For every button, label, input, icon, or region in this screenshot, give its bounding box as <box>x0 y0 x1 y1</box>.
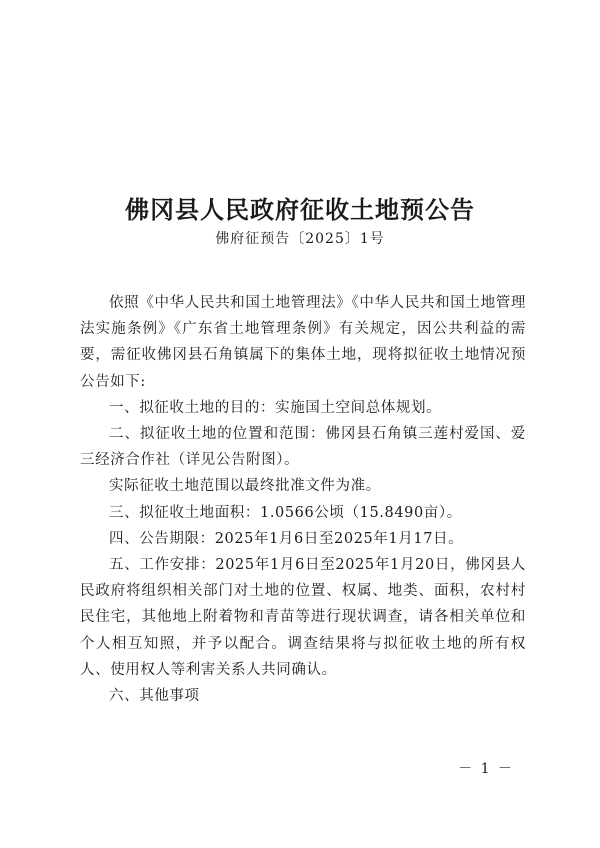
paragraph-period: 四、公告期限：2025年1月6日至2025年1月17日。 <box>109 530 464 547</box>
paragraph-purpose: 一、拟征收土地的目的：实施国土空间总体规划。 <box>109 399 442 416</box>
paragraph-area: 三、拟征收土地面积：1.0566公顷（15.8490亩）。 <box>109 504 462 521</box>
paragraph-arrangement: 五、工作安排：2025年1月6日至2025年1月20日，佛冈县人民政府将组织相关部门对土地的位置、权属、地类、面积，农村村民住宅，其他地上附着物和青苗等进行现状调查，请各相关单位和个人相互知照，并予以配合。调查结果将与拟征收土地的所有权人、使用权人等利害关系人共同确认。 <box>80 557 526 678</box>
page-number: － 1 － <box>458 761 514 777</box>
paragraph-intro: 依照《中华人民共和国土地管理法》《中华人民共和国土地管理法实施条例》《广东省土地管理条例》有关规定，因公共利益的需要，需征收佛冈县石角镇属下的集体土地，现将拟征收土地情况预公告如下: <box>80 295 526 390</box>
document-body <box>80 290 526 709</box>
page-title: 佛冈县人民政府征收土地预公告 <box>125 195 475 224</box>
paragraph-location: 二、拟征收土地的位置和范围：佛冈县石角镇三莲村爱国、爱三经济合作社（详见公告附图）。 <box>80 426 526 469</box>
paragraph-other: 六、其他事项 <box>109 688 200 705</box>
document-number: 佛府征预告〔2025〕1号 <box>215 231 385 247</box>
paragraph-scope-note: 实际征收土地范围以最终批准文件为准。 <box>109 478 381 495</box>
